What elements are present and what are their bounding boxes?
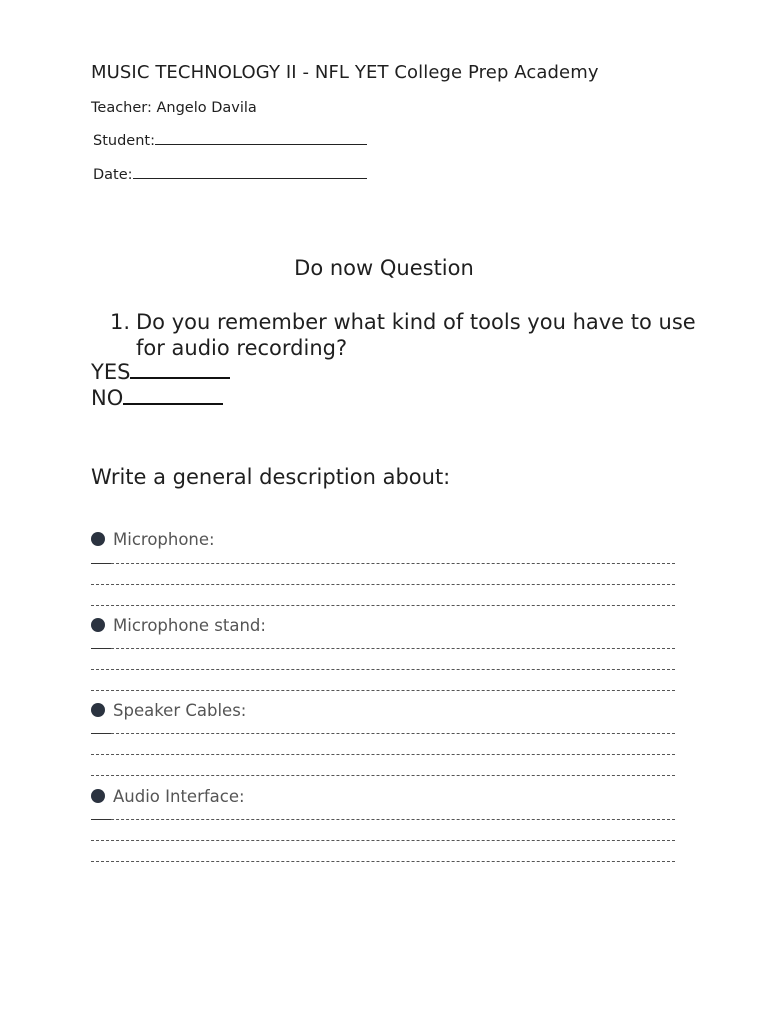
- question-1: [110, 309, 700, 361]
- date-blank[interactable]: [133, 166, 367, 179]
- item-microphone-stand: [91, 616, 266, 635]
- answer-line[interactable]: [91, 819, 675, 820]
- yes-answer: [91, 360, 230, 384]
- item-label: Speaker Cables:: [113, 701, 247, 720]
- bullet-icon: [91, 618, 105, 632]
- student-label: Student:: [93, 133, 155, 149]
- item-speaker-cables: [91, 701, 246, 720]
- do-now-heading: Do now Question: [294, 256, 474, 280]
- answer-line[interactable]: [91, 605, 675, 606]
- item-label: Audio Interface:: [113, 787, 245, 806]
- no-label: NO: [91, 386, 124, 410]
- item-microphone: [91, 530, 215, 549]
- answer-line[interactable]: [91, 669, 675, 670]
- bullet-icon: [91, 703, 105, 717]
- item-audio-interface: [91, 787, 245, 806]
- date-field: [93, 166, 367, 183]
- question-number: 1.: [110, 310, 131, 334]
- item-label: Microphone:: [113, 530, 215, 549]
- description-prompt: Write a general description about:: [91, 465, 451, 489]
- answer-line[interactable]: [91, 754, 675, 755]
- yes-blank[interactable]: [130, 361, 230, 379]
- question-text: Do you remember what kind of tools you have to use for audio recording?: [136, 310, 696, 360]
- date-label: Date:: [93, 167, 133, 183]
- answer-line[interactable]: [91, 690, 675, 691]
- student-blank[interactable]: [155, 132, 367, 145]
- answer-line[interactable]: [91, 648, 675, 649]
- answer-line[interactable]: [91, 584, 675, 585]
- worksheet-title: MUSIC TECHNOLOGY II - NFL YET College Prep Academy: [91, 62, 599, 83]
- bullet-icon: [91, 789, 105, 803]
- answer-line[interactable]: [91, 840, 675, 841]
- item-label: Microphone stand:: [113, 616, 266, 635]
- student-field: [93, 132, 367, 149]
- answer-line[interactable]: [91, 861, 675, 862]
- no-answer: [91, 386, 223, 410]
- bullet-icon: [91, 532, 105, 546]
- answer-line[interactable]: [91, 733, 675, 734]
- teacher-name: Teacher: Angelo Davila: [91, 100, 257, 116]
- yes-label: YES: [91, 360, 131, 384]
- no-blank[interactable]: [123, 387, 223, 405]
- answer-line[interactable]: [91, 563, 675, 564]
- answer-line[interactable]: [91, 775, 675, 776]
